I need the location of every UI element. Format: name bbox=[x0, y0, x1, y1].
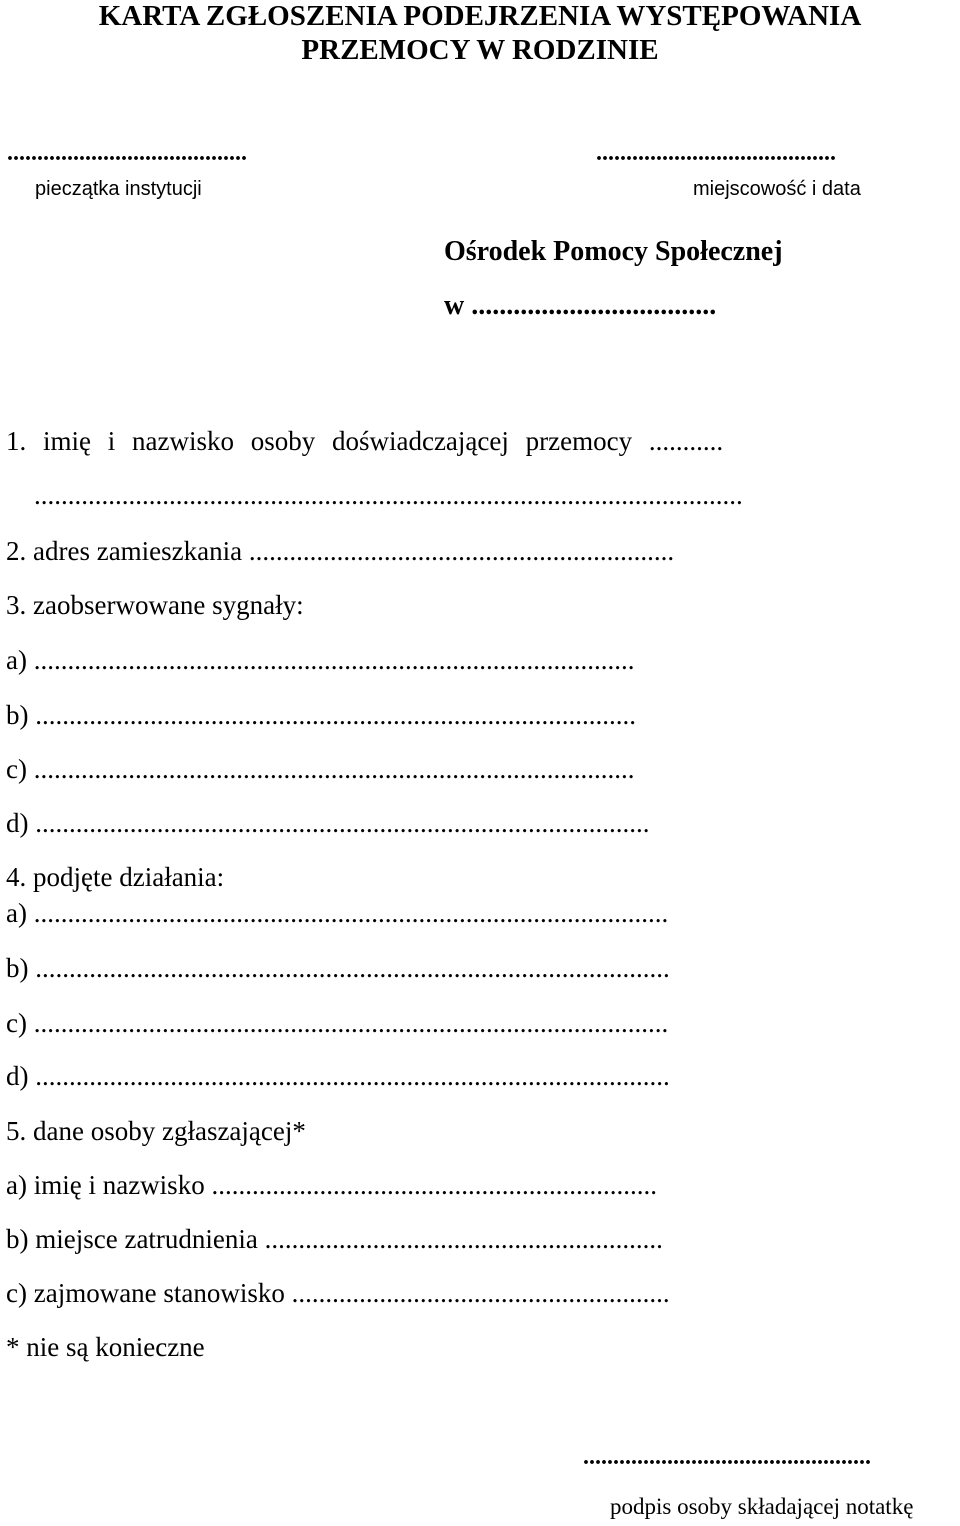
section3-item-b: b) ......................................................................................... bbox=[6, 700, 636, 730]
stamp-dots: ........................................ bbox=[7, 140, 247, 166]
section1-victim-name: 1. imię i nazwisko osoby doświadczającej przemocy ........... bbox=[6, 426, 724, 456]
section2-address: 2. adres zamieszkania ............................................................... bbox=[6, 536, 675, 566]
recipient-location: w ................................... bbox=[444, 290, 717, 321]
section3-item-c: c) ......................................................................................... bbox=[6, 754, 635, 784]
form-title-line2: PRZEMOCY W RODZINIE bbox=[301, 34, 659, 66]
section3-item-a: a) ......................................................................................... bbox=[6, 645, 635, 675]
section4-title: 4. podjęte działania: bbox=[6, 862, 225, 892]
footnote: * nie są konieczne bbox=[6, 1332, 205, 1362]
signature-label: podpis osoby składającej notatkę bbox=[610, 1494, 914, 1519]
recipient-name: Ośrodek Pomocy Społecznej bbox=[444, 236, 783, 267]
stamp-label: pieczątka instytucji bbox=[35, 178, 202, 200]
section4-item-b: b) .............................................................................................. bbox=[6, 953, 670, 983]
section4-item-d: d) .............................................................................................. bbox=[6, 1061, 670, 1091]
section5-title: 5. dane osoby zgłaszającej* bbox=[6, 1116, 306, 1146]
section3-item-d: d) ........................................................................................... bbox=[6, 808, 650, 838]
signature-dots: ................................................ bbox=[583, 1444, 871, 1470]
section5-item-position: c) zajmowane stanowisko ........................................................ bbox=[6, 1278, 670, 1308]
form-title-line1: KARTA ZGŁOSZENIA PODEJRZENIA WYSTĘPOWANIA bbox=[98, 0, 862, 32]
section4-item-c: c) .............................................................................................. bbox=[6, 1008, 669, 1038]
section4-item-a: a) .............................................................................................. bbox=[6, 898, 669, 928]
section1-continuation: ......................................................................................................... bbox=[34, 480, 743, 510]
section3-title: 3. zaobserwowane sygnały: bbox=[6, 590, 304, 620]
place-date-dots: ........................................ bbox=[596, 140, 836, 166]
place-date-label: miejscowość i data bbox=[693, 178, 861, 200]
section5-item-name: a) imię i nazwisko .................................................................. bbox=[6, 1170, 657, 1200]
section5-item-workplace: b) miejsce zatrudnienia ........................................................... bbox=[6, 1224, 663, 1254]
